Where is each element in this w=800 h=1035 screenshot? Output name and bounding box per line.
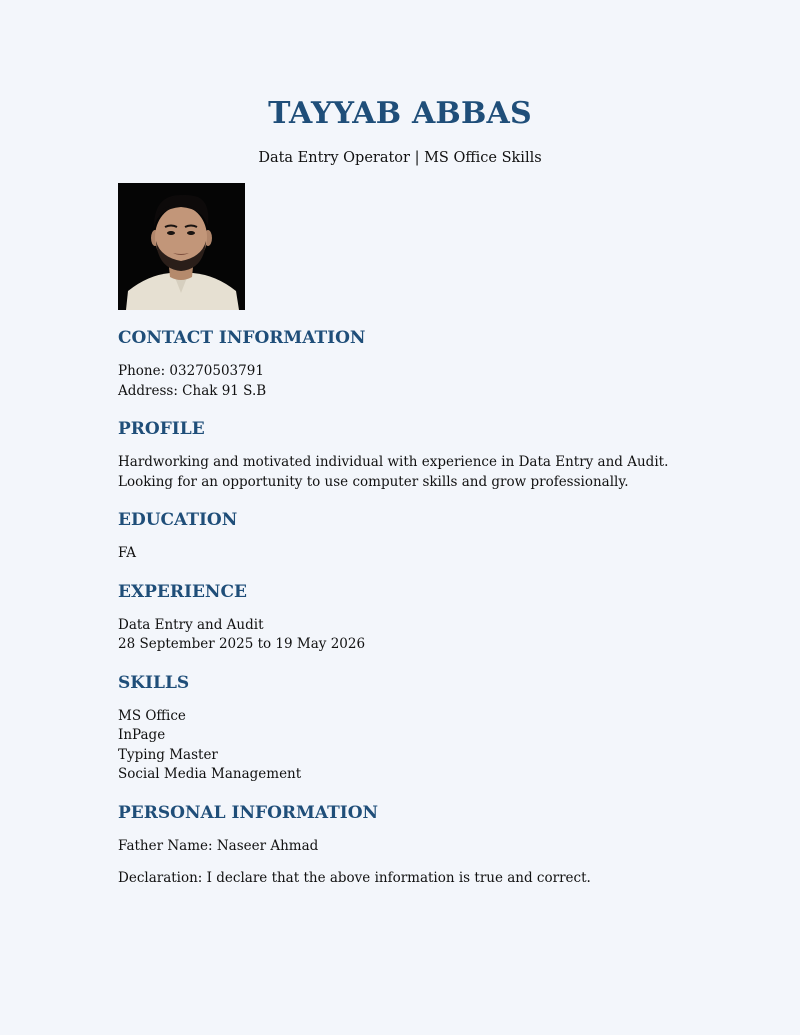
profile-photo-illustration [118,183,245,310]
experience-dates: 28 September 2025 to 19 May 2026 [118,636,366,652]
skill-item: Social Media Management [118,766,302,782]
skill-item: MS Office [118,707,186,724]
profile-details [118,453,688,492]
contact-phone: Phone: 03270503791 [118,363,264,379]
section-heading-personal: PERSONAL INFORMATION [118,802,379,823]
skill-item: Typing Master [118,746,218,763]
personal-details [118,837,688,889]
contact-address: Address: Chak 91 S.B [118,382,267,399]
skill-item: InPage [118,727,166,743]
section-heading-contact: CONTACT INFORMATION [118,328,366,348]
section-heading-education: EDUCATION [118,510,238,530]
education-details [118,544,688,564]
declaration: Declaration: I declare that the above information is true and correct. [118,870,591,886]
profile-summary: Hardworking and motivated individual with experience in Data Entry and Audit. Looking for an opportunity to use computer skills and grow professionally. [118,454,669,490]
profile-photo [118,183,245,310]
section-heading-skills: SKILLS [118,672,190,693]
experience-details [118,616,688,655]
section-heading-experience: EXPERIENCE [118,581,247,602]
applicant-tagline: Data Entry Operator | MS Office Skills [258,150,542,166]
contact-details [118,362,688,401]
skills-list [118,707,688,785]
experience-role: Data Entry and Audit [118,616,264,633]
section-heading-profile: PROFILE [118,419,205,439]
education-item: FA [118,545,136,561]
father-name: Father Name: Naseer Ahmad [118,837,319,854]
applicant-name: TAYYAB ABBAS [268,96,532,131]
resume-content [118,320,688,899]
spacer [118,856,688,869]
